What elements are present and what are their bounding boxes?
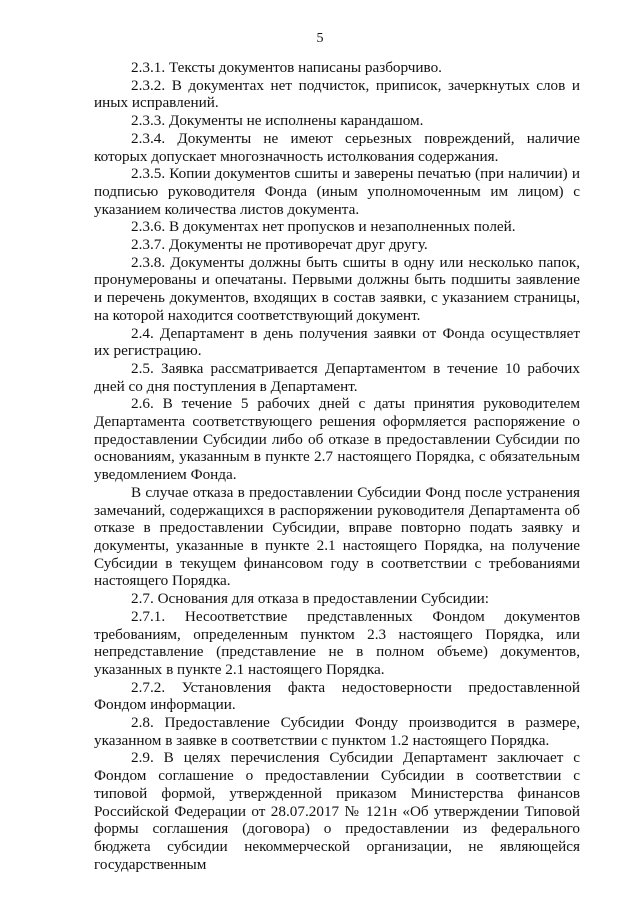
paragraph-2-4: 2.4. Департамент в день получения заявки от Фонда осуществляет их регистрацию. <box>94 324 580 360</box>
paragraph-2-7: 2.7. Основания для отказа в предоставлении Субсидии: <box>131 590 489 608</box>
paragraph-2-3-4: 2.3.4. Документы не имеют серьезных повреждений, наличие которых допускает многозначность истолкования содержания. <box>94 129 580 165</box>
paragraph-2-3-8: 2.3.8. Документы должны быть сшиты в одну или несколько папок, пронумерованы и опечатаны. Первыми должны быть подшиты заявление и перечень документов, входящих в состав заявки, с указанием страницы, на которой находится соответствующий документ. <box>94 253 580 324</box>
page-number: 5 <box>316 31 324 46</box>
paragraph-2-3-3: 2.3.3. Документы не исполнены карандашом. <box>131 112 424 130</box>
paragraph-2-3-7: 2.3.7. Документы не противоречат друг другу. <box>131 236 428 254</box>
paragraph-2-8: 2.8. Предоставление Субсидии Фонду производится в размере, указанном в заявке в соответствии с пунктом 1.2 настоящего Порядка. <box>94 714 580 749</box>
paragraph-2-3-6: 2.3.6. В документах нет пропусков и незаполненных полей. <box>131 218 516 236</box>
paragraph-2-7-2: 2.7.2. Установления факта недостоверности предоставленной Фондом информации. <box>94 678 580 714</box>
paragraph-2-5: 2.5. Заявка рассматривается Департаментом в течение 10 рабочих дней со дня поступления в Департамент. <box>94 359 580 395</box>
paragraph-2-3-2: 2.3.2. В документах нет подчисток, приписок, зачеркнутых слов и иных исправлений. <box>94 76 580 112</box>
paragraph-2-3-1: 2.3.1. Тексты документов написаны разборчиво. <box>131 59 442 76</box>
paragraph-2-7-1: 2.7.1. Несоответствие представленных Фондом документов требованиям, определенным пунктом 2.3 настоящего Порядка, или непредставление (представление не в полном объеме) документов, указанных в пункте 2.1 настоящего Порядка. <box>94 607 580 678</box>
document-body <box>94 59 580 873</box>
paragraph-2-6: 2.6. В течение 5 рабочих дней с даты принятия руководителем Департамента соответствующего решения оформляется распоряжение о предоставлении Субсидии либо об отказе в предоставлении Субсидии по основаниям, указанным в пункте 2.7 настоящего Порядка, с обязательным уведомлением Фонда. <box>94 395 580 484</box>
paragraph-refusal-case: В случае отказа в предоставлении Субсидии Фонд после устранения замечаний, содержащихся в распоряжении руководителя Департамента об отказе в предоставлении Субсидии, вправе повторно подать заявку и документы, указанные в пункте 2.1 настоящего Порядка, на получение Субсидии в текущем финансовом году в соответствии с требованиями настоящего Порядка. <box>94 483 580 590</box>
paragraph-2-3-5: 2.3.5. Копии документов сшиты и заверены печатью (при наличии) и подписью руководителя Фонда (иным уполномоченным им лицом) с указанием количества листов документа. <box>94 165 580 218</box>
paragraph-2-9: 2.9. В целях перечисления Субсидии Департамент заключает с Фондом соглашение о предоставлении Субсидии в соответствии с типовой формой, утвержденной приказом Министерства финансов Российской Федерации от 28.07.2017 № 121н «Об утверждении Типовой формы соглашения (договора) о предоставлении из федерального бюджета субсидии некоммерческой организации, не являющейся государственным <box>94 749 580 873</box>
